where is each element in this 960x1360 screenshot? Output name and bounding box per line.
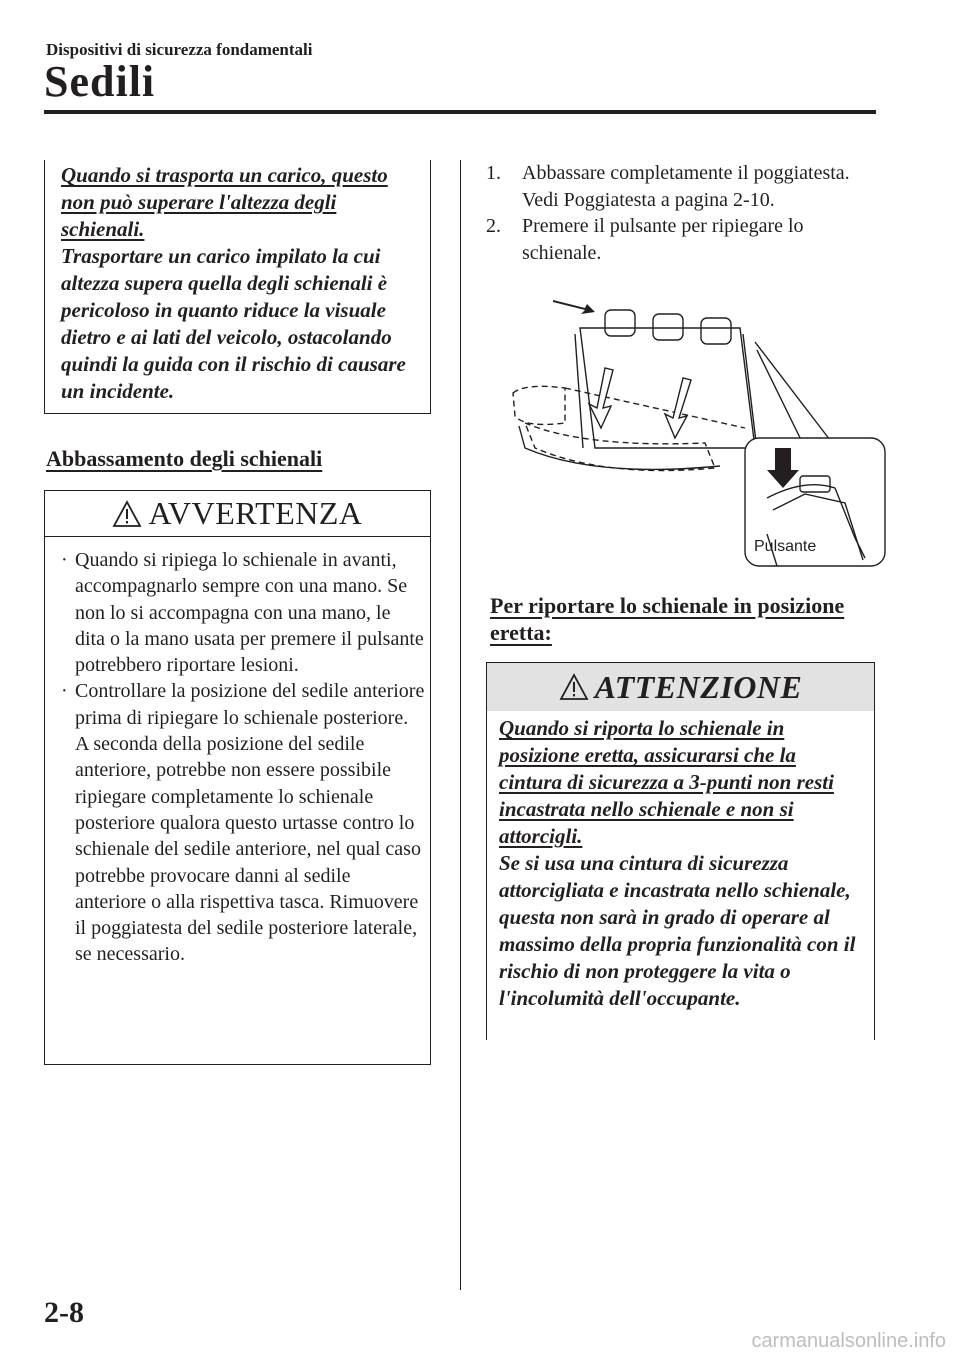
warning-continued-box <box>44 160 431 414</box>
avvertenza-label: AVVERTENZA <box>148 495 363 531</box>
avvertenza-item <box>59 547 425 678</box>
step-number: 1. <box>486 162 501 184</box>
header-rule <box>44 110 876 114</box>
top-arrow-icon <box>553 300 595 314</box>
warning-underlined-line: schienali. <box>61 217 145 241</box>
page-title: Sedili <box>44 57 156 106</box>
attenzione-text <box>499 715 867 1012</box>
avvertenza-list <box>59 547 425 968</box>
attenzione-underlined-line: cintura di sicurezza a 3-punti non resti <box>499 770 834 794</box>
attenzione-body: Se si usa una cintura di sicurezza attorcigliata e incastrata nello schienale, questa non sarà in grado di operare al massimo della propria funzionalità con il rischio di non proteggere la vita o l'incolumità dell'occupante. <box>499 851 856 1010</box>
attenzione-underlined-line: attorcigli. <box>499 824 583 848</box>
attenzione-underlined-line: Quando si riporta lo schienale in <box>499 716 785 740</box>
attenzione-underlined-line: incastrata nello schienale e non si <box>499 797 794 821</box>
rear-seat-illustration <box>505 298 887 568</box>
bullet: · <box>61 680 68 703</box>
page-number: 2-8 <box>44 1296 84 1329</box>
attenzione-box <box>486 662 875 1040</box>
warning-underlined-line: Quando si trasporta un carico, questo <box>61 163 388 187</box>
avvertenza-item <box>59 678 425 967</box>
step-ref: Vedi Poggiatesta a pagina 2-10. <box>522 188 775 211</box>
avvertenza-box <box>44 490 431 1065</box>
warning-triangle-icon <box>559 673 589 701</box>
avvertenza-item-text: Quando si ripiega lo schienale in avanti, accompagnarlo sempre con una mano. Se non lo si accompagna con una mano, le dita o la mano usata per premere il pulsante potrebbero riportare lesioni. <box>75 549 424 677</box>
attenzione-header <box>487 663 874 711</box>
attenzione-underlined-line: posizione eretta, assicurarsi che la <box>499 743 796 767</box>
step-number: 2. <box>486 215 501 237</box>
warning-continued-text <box>61 162 423 405</box>
step-item <box>486 213 866 266</box>
avvertenza-item-text: Controllare la posizione del sedile anteriore prima di ripiegare lo schienale posteriore. A seconda della posizione del sedile anteriore, potrebbe non essere possibile ripiegare completamente lo schienale posteriore qualora questo urtasse contro lo schienale del sedile anteriore, nel qual caso potrebbe provocare danni al sedile anteriore o alla rispettiva tasca. Rimuovere il poggiatesta del sedile posteriore laterale, se necessario. <box>75 680 425 966</box>
section-heading-abbassamento: Abbassamento degli schienali <box>46 446 323 471</box>
section-heading-eretta: Per riportare lo schienale in posizione eretta: <box>490 593 845 645</box>
column-divider <box>460 160 461 1290</box>
steps-list <box>486 160 866 266</box>
warning-triangle-icon <box>112 500 142 528</box>
bullet: · <box>61 549 68 571</box>
step-text: Premere il pulsante per ripiegare lo schienale. <box>522 215 804 264</box>
attenzione-label: ATTENZIONE <box>594 668 803 705</box>
figure-label-pulsante: Pulsante <box>754 538 817 555</box>
avvertenza-header <box>45 491 430 537</box>
header-section-label: Dispositivi di sicurezza fondamentali <box>46 40 313 59</box>
watermark: carmanualsonline.info <box>751 1330 946 1352</box>
step-item <box>486 160 866 213</box>
warning-body: Trasportare un carico impilato la cui altezza supera quella degli schienali è pericoloso in quanto riduce la visuale dietro e ai lati del veicolo, ostacolando quindi la guida con il rischio di causare un incidente. <box>61 244 406 403</box>
step-text: Abbassare completamente il poggiatesta. <box>522 162 850 184</box>
warning-underlined-line: non può superare l'altezza degli <box>61 190 337 214</box>
